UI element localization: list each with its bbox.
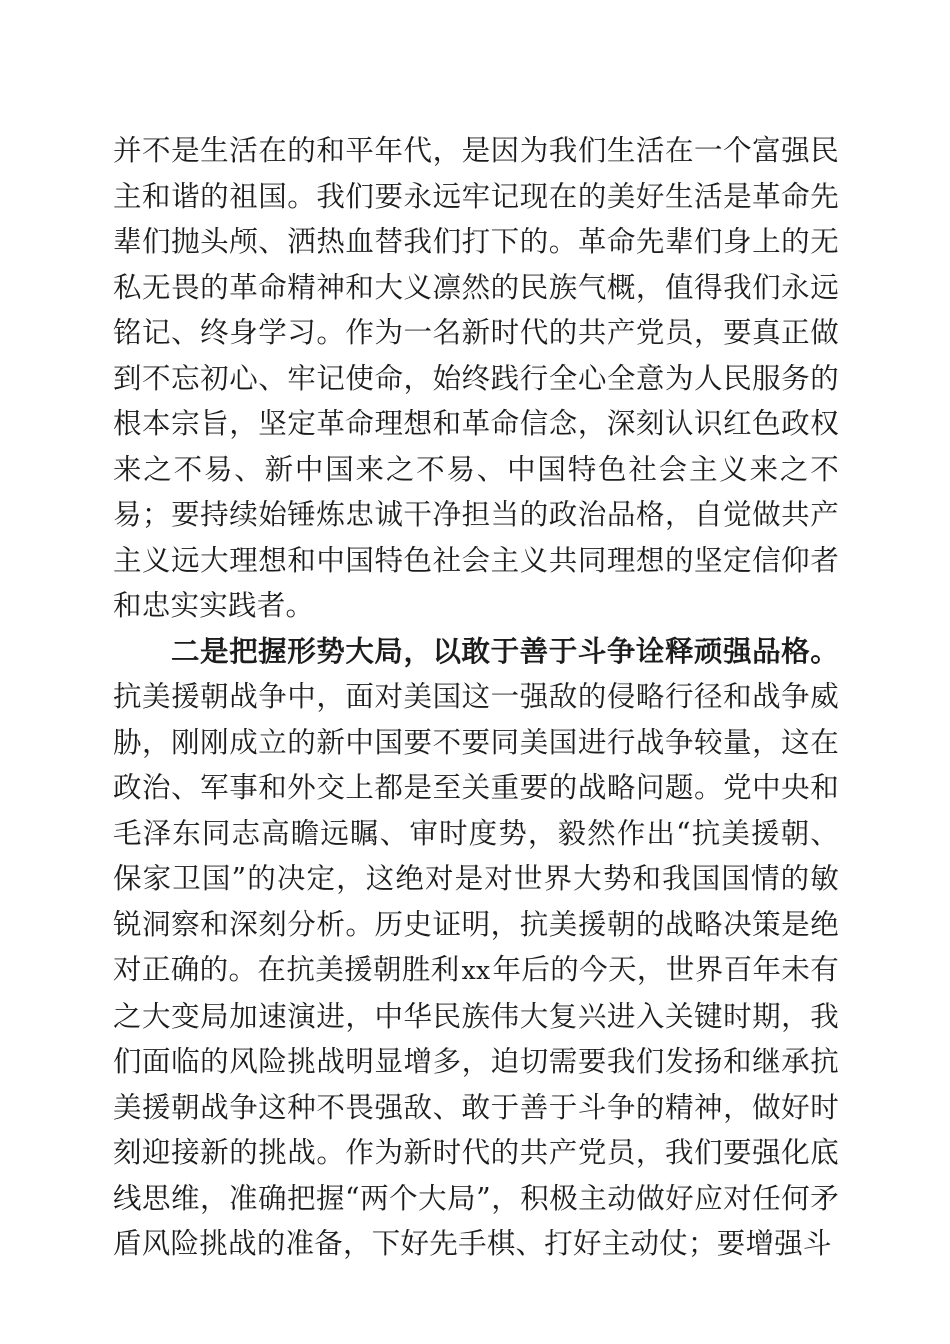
- paragraph-continuation-text: 并不是生活在的和平年代，是因为我们生活在一个富强民主和谐的祖国。我们要永远牢记现在的美好生活是革命先辈们抛头颅、洒热血替我们打下的。革命先辈们身上的无私无畏的革命精神和大义凛然的民族气概，值得我们永远铭记、终身学习。作为一名新时代的共产党员，要真正做到不忘初心、牢记使命，始终践行全心全意为人民服务的根本宗旨，坚定革命理想和革命信念，深刻认识红色政权来之不易、新中国来之不易、中国特色社会主义来之不易；要持续始锤炼忠诚干净担当的政治品格，自觉做共产主义远大理想和中国特色社会主义共同理想的坚定信仰者和忠实实践者。: [113, 134, 839, 622]
- paragraph-continuation: [113, 128, 839, 629]
- section-two-heading: 二是把握形势大局，以敢于善于斗争诠释顽强品格。: [171, 633, 839, 668]
- document-body: [113, 128, 839, 1267]
- section-two-text-before-placeholder: 抗美援朝战争中，面对美国这一强敌的侵略行径和战争威胁，刚刚成立的新中国要不要同美国进行战争较量，这在政治、军事和外交上都是至关重要的战略问题。党中央和毛泽东同志高瞻远瞩、审时度势，毅然作出“抗美援朝、保家卫国”的决定，这绝对是对世界大势和我国国情的敏锐洞察和深刻分析。历史证明，抗美援朝的战略决策是绝对正确的。在抗美援朝胜利: [113, 680, 839, 986]
- section-two-text-after-placeholder: 年后的今天，世界百年未有之大变局加速演进，中华民族伟大复兴进入关键时期，我们面临的风险挑战明显增多，迫切需要我们发扬和继承抗美援朝战争这种不畏强敌、敢于善于斗争的精神，做好时刻迎接新的挑战。作为新时代的共产党员，我们要强化底线思维，准确把握“两个大局”，积极主动做好应对任何矛盾风险挑战的准备，下好先手棋、打好主动仗；要增强斗: [113, 953, 839, 1260]
- year-placeholder: xx: [461, 956, 491, 985]
- paragraph-section-two: [113, 629, 839, 1267]
